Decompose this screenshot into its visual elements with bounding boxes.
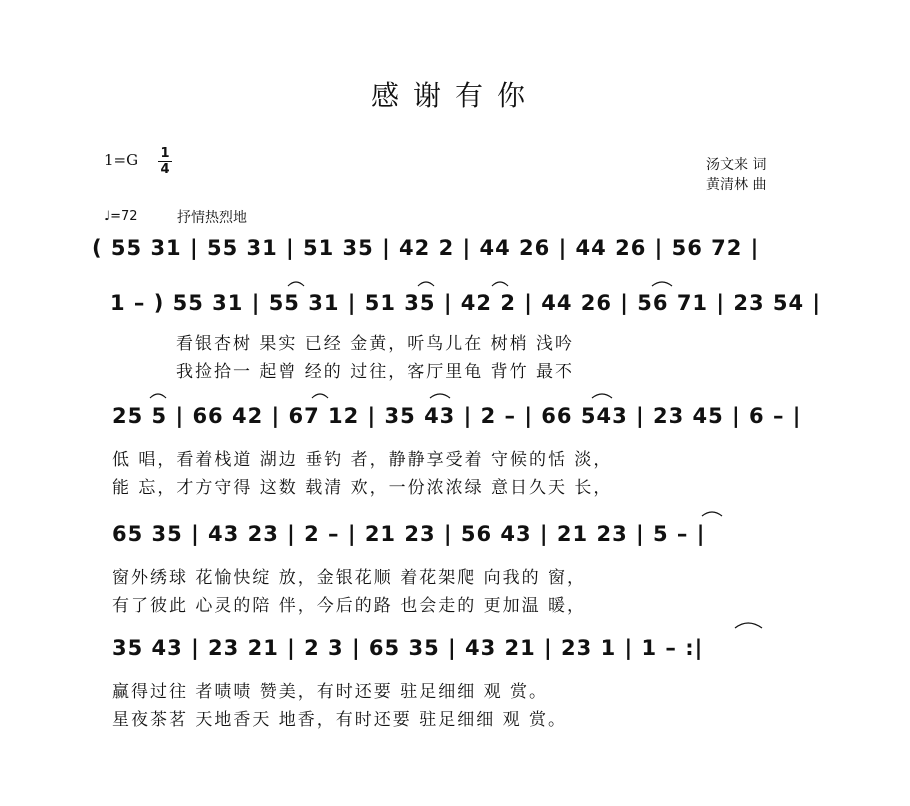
- notation-line-2: 1 – ) 55 31 | 55 31 | 51 35 | 42 2 | 44 26 | 56 71 | 23 54 |: [110, 291, 822, 315]
- tempo-marking: ♩=72: [104, 209, 138, 224]
- lyrics-line-5-verse-1: 赢得过往 者啧啧 赞美，有时还要 驻足细细 观 赏。: [112, 682, 549, 702]
- slur-mark: [492, 282, 508, 286]
- time-signature-denominator: 4: [160, 162, 170, 177]
- slur-mark: [430, 394, 450, 398]
- slur-mark: [150, 394, 166, 398]
- lyrics-line-2-verse-1: 看银杏树 果实 已经 金黄，听鸟儿在 树梢 浅吟: [176, 334, 575, 354]
- notation-line-4: 65 35 | 43 23 | 2 – | 21 23 | 56 43 | 21 23 | 5 – |: [112, 522, 706, 546]
- lyrics-line-3-verse-2: 能 忘，才方守得 这数 载清 欢，一份浓浓绿 意日久天 长，: [112, 478, 613, 498]
- lyrics-line-5-verse-2: 星夜茶茗 天地香天 地香，有时还要 驻足细细 观 赏。: [112, 710, 568, 730]
- notation-line-5: 35 43 | 23 21 | 2 3 | 65 35 | 43 21 | 23 1 | 1 – :|: [112, 636, 704, 660]
- slur-mark: [652, 282, 672, 286]
- lyrics-line-4-verse-2: 有了彼此 心灵的陪 伴，今后的路 也会走的 更加温 暖，: [112, 596, 587, 616]
- slur-mark: [735, 623, 762, 628]
- key-signature: 1=G: [104, 151, 139, 169]
- slur-mark: [288, 282, 304, 286]
- expression-marking: 抒情热烈地: [177, 210, 247, 226]
- song-title: 感谢有你: [370, 79, 539, 112]
- slur-mark: [702, 512, 722, 516]
- slur-mark: [418, 282, 434, 286]
- composer-credit: 黄清林 曲: [706, 177, 767, 193]
- notation-line-3: 25 5 | 66 42 | 67 12 | 35 43 | 2 – | 66 543 | 23 45 | 6 – |: [112, 404, 802, 428]
- lyrics-line-3-verse-1: 低 唱，看着栈道 湖边 垂钓 者，静静享受着 守候的恬 淡，: [112, 450, 613, 470]
- slur-mark: [312, 394, 328, 398]
- lyrics-line-4-verse-1: 窗外绣球 花愉快绽 放，金银花顺 着花架爬 向我的 窗，: [112, 568, 587, 588]
- slur-mark: [592, 394, 612, 398]
- lyrics-line-2-verse-2: 我捡拾一 起曾 经的 过往，客厅里龟 背竹 最不: [176, 362, 575, 382]
- notation-line-1: ( 55 31 | 55 31 | 51 35 | 42 2 | 44 26 | 44 26 | 56 72 |: [92, 236, 760, 260]
- time-signature-numerator: 1: [158, 146, 172, 162]
- lyricist-credit: 汤文来 词: [706, 157, 767, 173]
